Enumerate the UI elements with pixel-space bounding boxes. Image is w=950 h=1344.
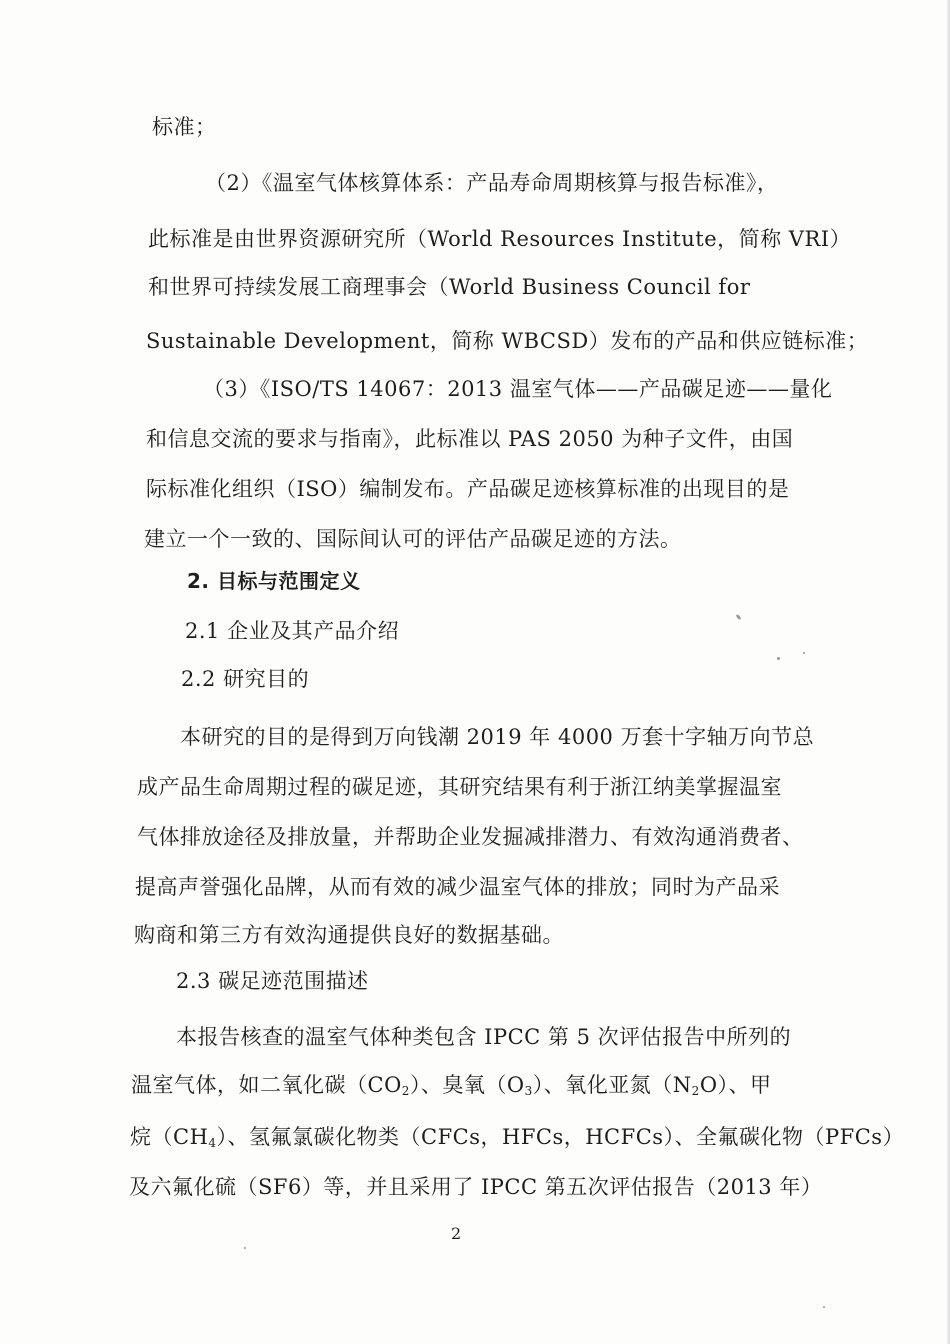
text-line: 成产品生命周期过程的碳足迹，其研究结果有利于浙江纳美掌握温室 [137,775,782,799]
text-line: 际标准化组织（ISO）编制发布。产品碳足迹核算标准的出现目的是 [146,477,790,501]
text-line: （3）《ISO/TS 14067：2013 温室气体——产品碳足迹——量化 [203,377,833,401]
text-line-gases: 烷$(CH_4)$、氢氟氯碳化物类（CFCs，HFCs，HCFCs）、全氟碳化物（PFCs） [130,1125,905,1150]
text-line: 建立一个一致的、国际间认可的评估产品碳足迹的方法。 [144,527,682,551]
scan-speck [777,657,780,660]
text-line: 及六氟化硫（SF6）等，并且采用了 IPCC 第五次评估报告（2013 年） [129,1175,823,1199]
text-line: （2）《温室气体核算体系：产品寿命周期核算与报告标准》， [205,171,779,195]
text-line: 标准； [152,115,217,139]
scan-speck [244,1247,246,1249]
text-line: 和信息交流的要求与指南》，此标准以 PAS 2050 为种子文件，由国 [146,427,794,451]
text-line: 和世界可持续发展工商理事会（World Business Council for [148,275,751,299]
text-line-gases: 温室气体，如二氧化碳$(CO_2)$、臭氧$(O_3)$、氧化亚氮$(N_2O)$、甲 [131,1073,772,1098]
text-line: 本报告核查的温室气体种类包含 IPCC 第 5 次评估报告中所列的 [176,1025,792,1049]
subsection-heading: 2.2 研究目的 [181,667,310,691]
text-line: 此标准是由世界资源研究所（World Resources Institute，简称 VRI） [148,227,852,251]
text-line: 提高声誉强化品牌，从而有效的减少温室气体的排放；同时为产品采 [135,875,780,899]
scan-speck [735,614,741,621]
text-line: Sustainable Development，简称 WBCSD）发布的产品和供应链标准； [146,329,869,353]
text-line: 气体排放途径及排放量，并帮助企业发掘减排潜力、有效沟通消费者、 [137,825,804,849]
scan-speck [803,652,805,654]
text-line: 购商和第三方有效沟通提供良好的数据基础。 [134,923,564,947]
text-line: 本研究的目的是得到万向钱潮 2019 年 4000 万套十字轴万向节总 [180,725,815,749]
subsection-heading: 2.3 碳足迹范围描述 [176,969,369,993]
section-heading: 2. 目标与范围定义 [187,569,361,593]
subsection-heading: 2.1 企业及其产品介绍 [185,619,400,643]
scan-speck [823,1306,825,1308]
page-number: 2 [451,1224,462,1243]
